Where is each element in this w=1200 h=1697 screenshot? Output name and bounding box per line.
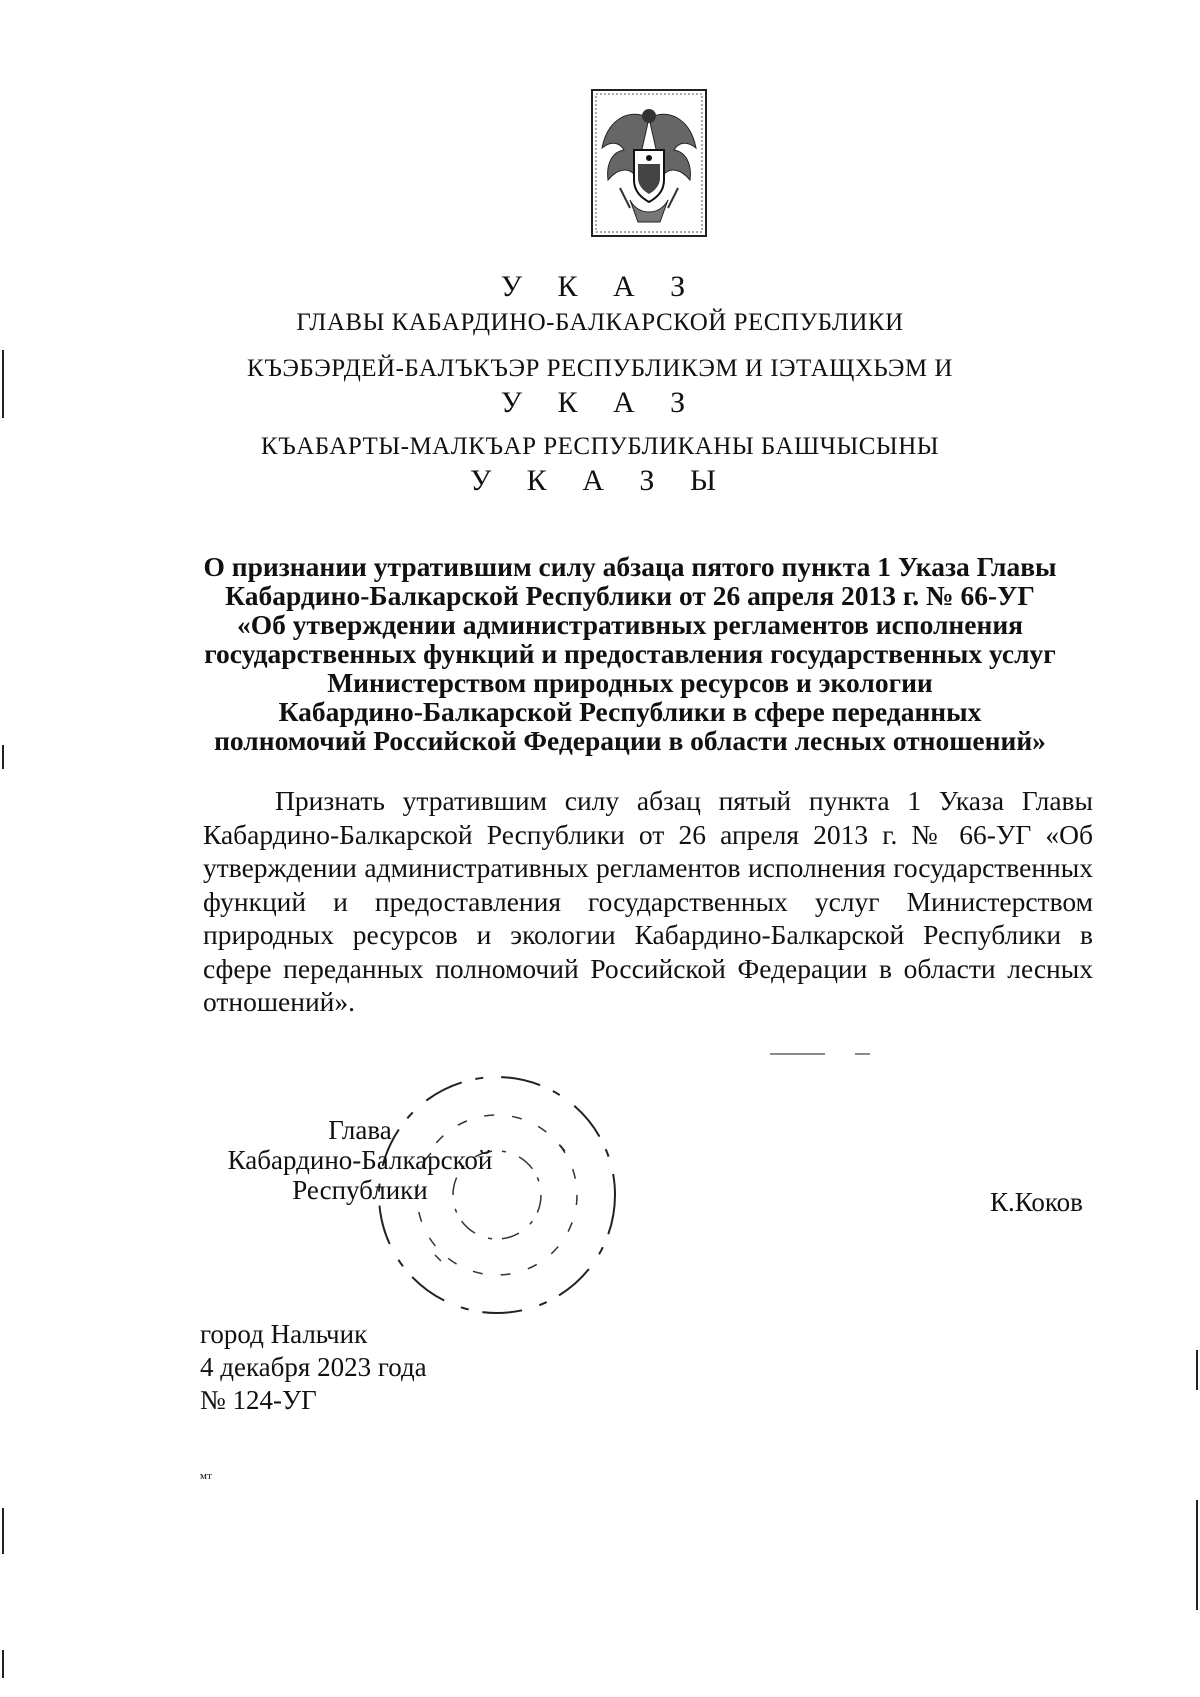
issuer-line-balkar: КЪАБАРТЫ-МАЛКЪАР РЕСПУБЛИКАНЫ БАШЧЫСЫНЫ [260,433,940,460]
executor-initials: мт [200,1470,212,1482]
title-line: Кабардино-Балкарской Республики в сфере переданных [278,696,982,727]
signatory-position-line: Глава [328,1115,392,1145]
title-line: О признании утратившим силу абзаца пятого пункта 1 Указа Главы [203,551,1057,582]
scan-edge-mark [2,745,4,769]
scan-edge-mark [1196,1350,1198,1390]
decree-body-paragraph: Признать утратившим силу абзац пятый пункта 1 Указа Главы Кабардино-Балкарской Республики от 26 апреля 2013 г. № 66-УГ «Об утверждении административных регламентов исполнения государственных функций и предоставления государственных услуг Министерством природных ресурсов и экологии Кабардино-Балкарской Республики в сфере переданных полномочий Российской Федерации в области лесных отношений». [203,785,1093,1017]
decree-heading-balkar: У К А З Ы [469,464,731,497]
issue-date: 4 декабря 2023 года [200,1352,427,1382]
coat-of-arms-emblem [590,88,708,238]
signatory-name: К.Коков [990,1187,1083,1217]
title-line: полномочий Российской Федерации в области лесных отношений» [214,725,1046,756]
scan-edge-mark [2,1650,4,1678]
scan-artifact [770,1051,910,1057]
scan-edge-mark [2,350,4,418]
decree-title [180,552,1080,755]
scan-edge-mark [1196,1500,1198,1610]
title-line: государственных функций и предоставления государственных услуг [204,638,1056,669]
title-line: Министерством природных ресурсов и экологии [327,667,933,698]
scan-edge-mark [2,1508,4,1554]
decree-heading-ru: У К А З [500,270,700,303]
signatory-position [200,1115,520,1205]
decree-heading-kabardian: У К А З [500,386,700,419]
issuer-line-ru: ГЛАВЫ КАБАРДИНО-БАЛКАРСКОЙ РЕСПУБЛИКИ [296,309,904,336]
signatory-position-line: Республики [292,1175,428,1205]
title-line: «Об утверждении административных регламентов исполнения [236,609,1024,640]
decree-number: № 124-УГ [200,1385,317,1415]
decree-meta [200,1318,427,1417]
issuer-line-kabardian: КЪЭБЭРДЕЙ-БАЛЪКЪЭР РЕСПУБЛИКЭМ И ІЭТАЩХЬЭМ И [247,355,953,382]
issue-city: город Нальчик [200,1319,368,1349]
title-line: Кабардино-Балкарской Республики от 26 апреля 2013 г. № 66-УГ [225,580,1035,611]
signatory-position-line: Кабардино-Балкарской [227,1145,493,1175]
